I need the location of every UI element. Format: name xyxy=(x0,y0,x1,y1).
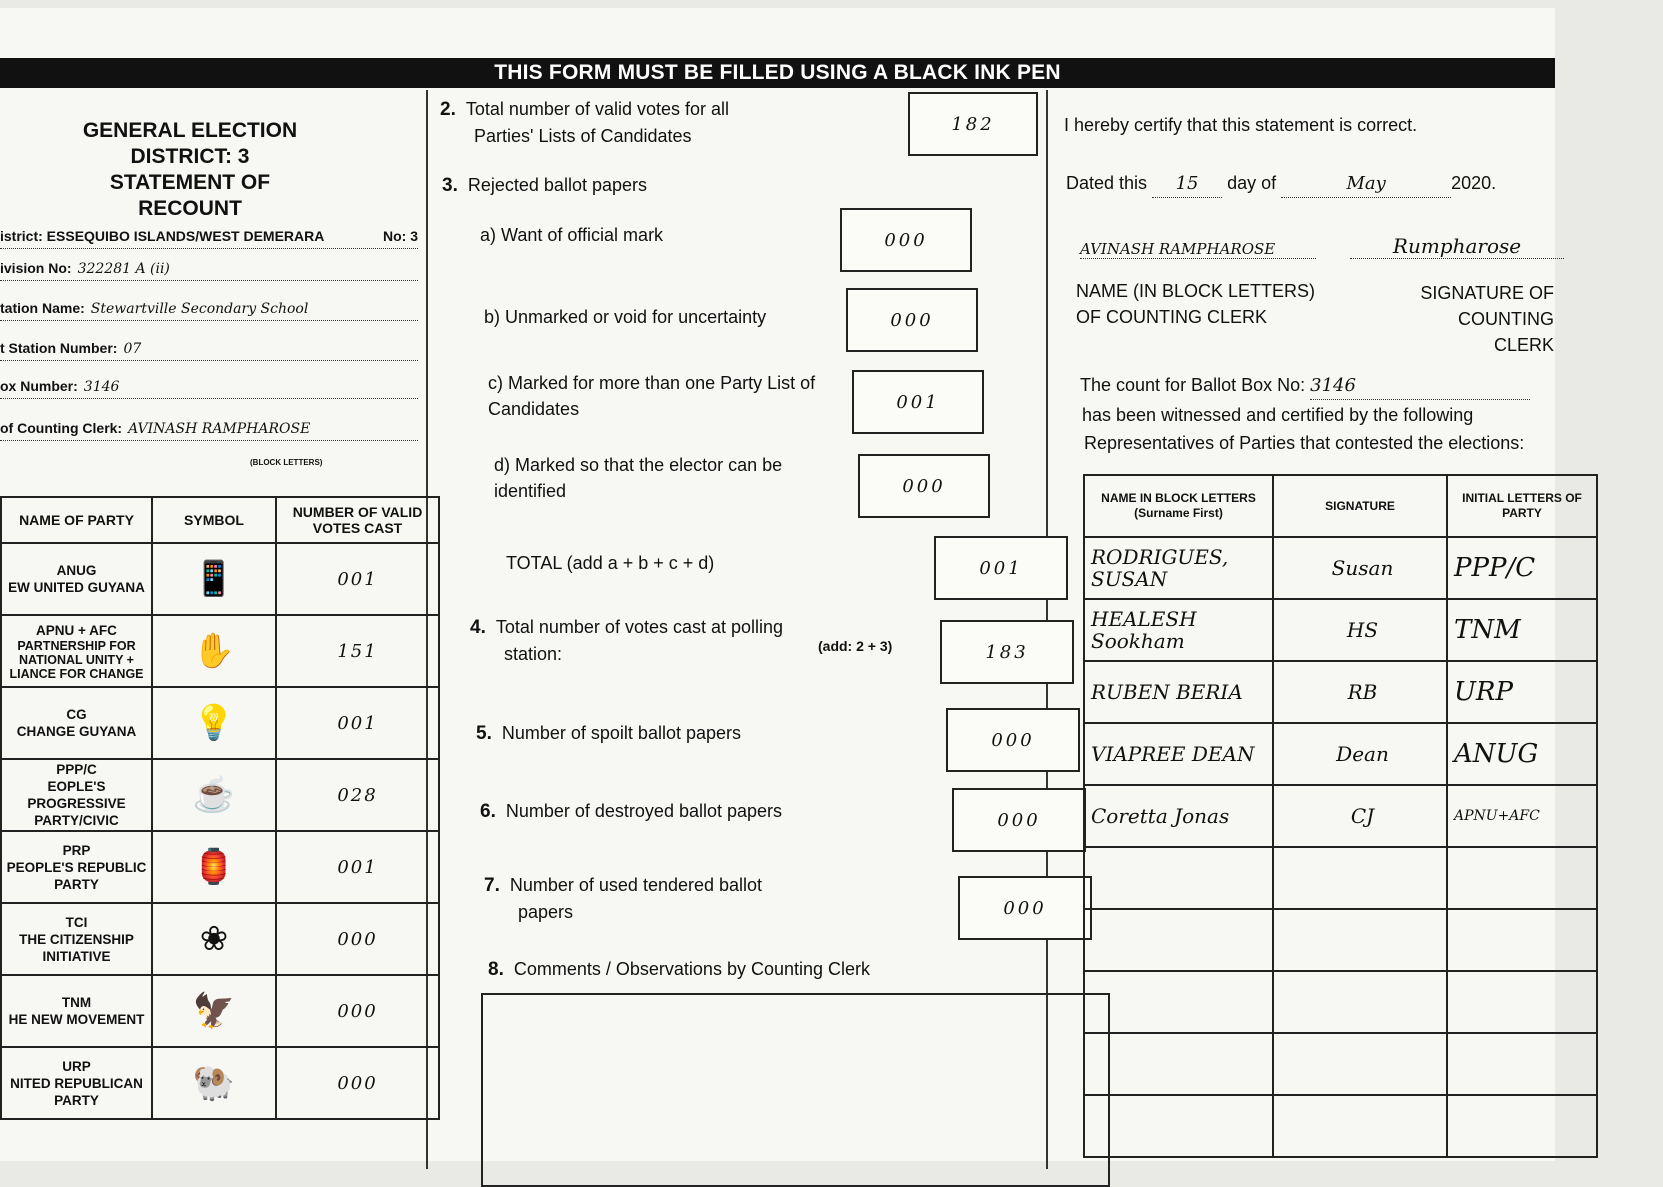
party-name: EOPLE'S PROGRESSIVE PARTY/CIVIC xyxy=(27,779,126,828)
q6-label: Number of destroyed ballot papers xyxy=(505,801,783,821)
party-abbr: URP xyxy=(62,1058,91,1074)
party-votes: 151 xyxy=(276,615,439,687)
q3d-line1: d) Marked so that the elector can be xyxy=(494,455,783,475)
q7-number: 7. xyxy=(484,875,500,896)
rep-signature: CJ xyxy=(1273,785,1447,847)
table-row xyxy=(1084,1033,1597,1095)
header-rep-signature: SIGNATURE xyxy=(1273,475,1447,537)
header-rep-name: NAME IN BLOCK LETTERS (Surname First) xyxy=(1084,475,1273,537)
party-votes: 001 xyxy=(276,831,439,903)
ram-icon: 🐏 xyxy=(152,1047,276,1119)
empty-cell xyxy=(1084,971,1273,1033)
title-district: DISTRICT: 3 xyxy=(130,145,250,168)
rep-signature: Dean xyxy=(1273,723,1447,785)
q2-number: 2. xyxy=(440,99,456,120)
party-abbr: PPP/C xyxy=(56,762,97,777)
clerk-field xyxy=(0,420,418,441)
count-line xyxy=(1080,372,1530,400)
station-number-label: t Station Number: xyxy=(0,340,118,356)
header-rep-party: INITIAL LETTERS OF PARTY xyxy=(1447,475,1597,537)
table-row xyxy=(1084,661,1597,723)
q2-valid-votes-box[interactable]: 182 xyxy=(908,92,1038,156)
q8-label: Comments / Observations by Counting Clerk xyxy=(513,959,871,979)
table-row xyxy=(1,903,439,975)
party-abbr: CG xyxy=(66,707,87,722)
q5-text xyxy=(476,720,741,747)
clerk-signature: Rumpharose xyxy=(1350,234,1564,259)
dated-year: 2020. xyxy=(1451,173,1497,193)
empty-cell xyxy=(1447,909,1597,971)
table-row xyxy=(1,543,439,615)
table-row xyxy=(1,615,439,687)
party-name: NITED REPUBLICAN PARTY xyxy=(10,1075,143,1108)
q7-line2: papers xyxy=(518,902,574,922)
table-row xyxy=(1,975,439,1047)
header-votes: NUMBER OF VALID VOTES CAST xyxy=(276,497,439,543)
clerk-label: of Counting Clerk: xyxy=(0,420,123,436)
rep-party: TNM xyxy=(1447,599,1597,661)
dated-day: 15 xyxy=(1152,171,1222,198)
table-row xyxy=(1,831,439,903)
rep-name: RODRIGUES, SUSAN xyxy=(1084,537,1273,599)
q6-value-box[interactable]: 000 xyxy=(952,788,1086,852)
header-party-name: NAME OF PARTY xyxy=(1,497,152,543)
q4-text xyxy=(470,614,783,667)
dated-line xyxy=(1066,170,1496,198)
table-row xyxy=(1,1047,439,1119)
party-votes: 028 xyxy=(276,759,439,831)
reps-table-header xyxy=(1084,475,1597,537)
title-statement: STATEMENT OF RECOUNT xyxy=(109,171,271,220)
table-row xyxy=(1,759,439,831)
q2-text xyxy=(440,96,729,149)
table-row xyxy=(1084,971,1597,1033)
witness-text-1: has been witnessed and certified by the following xyxy=(1082,405,1474,425)
name-label xyxy=(1076,278,1315,330)
instruction-banner xyxy=(0,58,1555,88)
party-name: THE CITIZENSHIP INITIATIVE xyxy=(19,931,134,964)
lamp-icon: 🏮 xyxy=(152,831,276,903)
q3-text xyxy=(442,172,647,199)
hand-icon: ✋ xyxy=(152,615,276,687)
party-name-cell xyxy=(1,543,152,615)
dated-label: Dated this xyxy=(1066,173,1148,193)
rep-name: RUBEN BERIA xyxy=(1084,661,1273,723)
q4-line2: station: xyxy=(504,644,563,664)
station-name-field xyxy=(0,300,418,321)
table-row xyxy=(1084,847,1597,909)
rep-signature: RB xyxy=(1273,661,1447,723)
comments-box[interactable] xyxy=(481,993,1110,1187)
q5-value-box[interactable]: 000 xyxy=(946,708,1080,772)
party-abbr: TCI xyxy=(65,914,88,930)
party-votes: 001 xyxy=(276,543,439,615)
q6-text xyxy=(480,798,782,825)
party-name-cell xyxy=(1,615,152,687)
name-label-line1: NAME (IN BLOCK LETTERS) xyxy=(1076,281,1316,301)
table-row xyxy=(1084,537,1597,599)
empty-cell xyxy=(1273,847,1447,909)
rep-name: Coretta Jonas xyxy=(1084,785,1273,847)
division-value: 322281 A (ii) xyxy=(77,261,170,277)
rep-party: URP xyxy=(1447,661,1597,723)
party-votes: 000 xyxy=(276,903,439,975)
certify-text: I hereby certify that this statement is correct. xyxy=(1064,115,1418,135)
box-number-value: 3146 xyxy=(83,379,120,395)
party-abbr: ANUG xyxy=(56,563,97,578)
q5-number: 5. xyxy=(476,723,492,744)
q6-number: 6. xyxy=(480,801,496,822)
q8-text xyxy=(488,956,870,983)
party-abbr: PRP xyxy=(62,842,91,858)
q7-line1: Number of used tendered ballot xyxy=(509,875,763,895)
rep-signature: HS xyxy=(1273,599,1447,661)
box-number-label: ox Number: xyxy=(0,378,78,394)
q2-line2: Parties' Lists of Candidates xyxy=(474,126,692,146)
eagle-icon: 🦅 xyxy=(152,975,276,1047)
party-name: CHANGE GUYANA xyxy=(16,724,137,739)
rep-name: VIAPREE DEAN xyxy=(1084,723,1273,785)
q7-text xyxy=(484,872,762,925)
rep-party: APNU+AFC xyxy=(1447,785,1597,847)
q3c-text xyxy=(488,370,815,422)
empty-cell xyxy=(1273,1095,1447,1157)
empty-cell xyxy=(1084,909,1273,971)
district-label: istrict: ESSEQUIBO ISLANDS/WEST DEMERARA xyxy=(0,228,325,244)
signature-label-line1: SIGNATURE OF COUNTING xyxy=(1420,283,1554,329)
q3c-line1: c) Marked for more than one Party List of xyxy=(488,373,816,393)
q3-number: 3. xyxy=(442,175,458,196)
station-number-field xyxy=(0,340,418,361)
empty-cell xyxy=(1273,1033,1447,1095)
empty-cell xyxy=(1447,847,1597,909)
rep-name: HEALESH Sookham xyxy=(1084,599,1273,661)
title-general-election: GENERAL ELECTION xyxy=(82,119,298,142)
table-row xyxy=(1084,723,1597,785)
party-votes: 001 xyxy=(276,687,439,759)
q4-add-note: (add: 2 + 3) xyxy=(818,638,893,654)
party-name-cell xyxy=(1,759,152,831)
empty-cell xyxy=(1447,971,1597,1033)
party-name-cell xyxy=(1,975,152,1047)
q3b-value-box[interactable]: 000 xyxy=(846,288,978,352)
total-text: TOTAL (add a + b + c + d) xyxy=(506,553,715,573)
table-row xyxy=(1,687,439,759)
q3d-value-box[interactable]: 000 xyxy=(858,454,990,518)
q3a-text: a) Want of official mark xyxy=(480,225,664,245)
q7-value-box[interactable]: 000 xyxy=(958,876,1092,940)
empty-cell xyxy=(1084,1033,1273,1095)
q3-label: Rejected ballot papers xyxy=(467,175,647,195)
empty-cell xyxy=(1084,1095,1273,1157)
empty-cell xyxy=(1447,1033,1597,1095)
form-sheet xyxy=(0,8,1582,1161)
table-row xyxy=(1084,909,1597,971)
station-name-value: Stewartville Secondary School xyxy=(90,301,309,317)
empty-cell xyxy=(1084,847,1273,909)
form-title xyxy=(60,118,320,222)
district-no: No: 3 xyxy=(383,228,418,244)
party-votes-table xyxy=(0,496,440,1120)
party-table-header xyxy=(1,497,439,543)
party-name: PARTNERSHIP FOR NATIONAL UNITY + LIANCE FOR CHANGE xyxy=(9,638,144,681)
rep-party: PPP/C xyxy=(1447,537,1597,599)
total-value-box[interactable]: 001 xyxy=(934,536,1068,600)
table-row xyxy=(1084,785,1597,847)
party-votes: 000 xyxy=(276,1047,439,1119)
q4-line1: Total number of votes cast at polling xyxy=(495,617,784,637)
party-votes: 000 xyxy=(276,975,439,1047)
cup-icon: ☕ xyxy=(152,759,276,831)
party-name: HE NEW MOVEMENT xyxy=(8,1012,145,1027)
party-abbr: APNU + AFC xyxy=(36,622,117,638)
q8-number: 8. xyxy=(488,959,504,980)
lightbulb-icon: 💡 xyxy=(152,687,276,759)
q3c-value-box[interactable]: 001 xyxy=(852,370,984,434)
witness-text-2: Representatives of Parties that contested the elections: xyxy=(1084,433,1525,453)
party-name-cell xyxy=(1,1047,152,1119)
count-label: The count for Ballot Box No: xyxy=(1080,375,1306,395)
flower-icon: ❀ xyxy=(152,903,276,975)
dated-month: May xyxy=(1281,171,1451,198)
box-number-field xyxy=(0,378,418,399)
representatives-table xyxy=(1083,474,1598,1158)
party-name-cell xyxy=(1,903,152,975)
header-symbol: SYMBOL xyxy=(152,497,276,543)
q4-value-box[interactable]: 183 xyxy=(940,620,1074,684)
table-row xyxy=(1084,599,1597,661)
empty-cell xyxy=(1273,971,1447,1033)
party-name: EW UNITED GUYANA xyxy=(8,580,145,595)
district-field xyxy=(0,228,418,249)
division-label: ivision No: xyxy=(0,260,72,276)
signature-label-line2: CLERK xyxy=(1493,335,1554,355)
division-field xyxy=(0,260,418,281)
rep-party: ANUG xyxy=(1447,723,1597,785)
station-number-value: 07 xyxy=(123,341,142,357)
q3b-text: b) Unmarked or void for uncertainty xyxy=(484,307,767,327)
name-label-line2: OF COUNTING CLERK xyxy=(1076,307,1268,327)
station-name-label: tation Name: xyxy=(0,300,85,316)
mobile-phone-icon: 📱 xyxy=(152,543,276,615)
party-abbr: TNM xyxy=(61,995,92,1010)
day-of-label: day of xyxy=(1227,173,1277,193)
block-letters-note: (BLOCK LETTERS) xyxy=(250,458,323,467)
q3a-value-box[interactable]: 000 xyxy=(840,208,972,272)
empty-cell xyxy=(1273,909,1447,971)
q2-line1: Total number of valid votes for all xyxy=(465,99,730,119)
rep-signature: Susan xyxy=(1273,537,1447,599)
banner-text: THIS FORM MUST BE FILLED USING A BLACK INK PEN xyxy=(486,61,1068,85)
clerk-value: AVINASH RAMPHAROSE xyxy=(128,421,311,437)
q3c-line2: Candidates xyxy=(488,399,580,419)
q5-label: Number of spoilt ballot papers xyxy=(501,723,741,743)
q3d-line2: identified xyxy=(494,481,567,501)
party-name-cell xyxy=(1,831,152,903)
q4-number: 4. xyxy=(470,617,486,638)
clerk-name-written: AVINASH RAMPHAROSE xyxy=(1080,240,1316,259)
empty-cell xyxy=(1447,1095,1597,1157)
party-name-cell xyxy=(1,687,152,759)
signature-label xyxy=(1340,280,1554,358)
party-name: PEOPLE'S REPUBLIC PARTY xyxy=(6,859,147,892)
q3d-text xyxy=(494,452,782,504)
count-value: 3146 xyxy=(1310,373,1530,400)
table-row xyxy=(1084,1095,1597,1157)
